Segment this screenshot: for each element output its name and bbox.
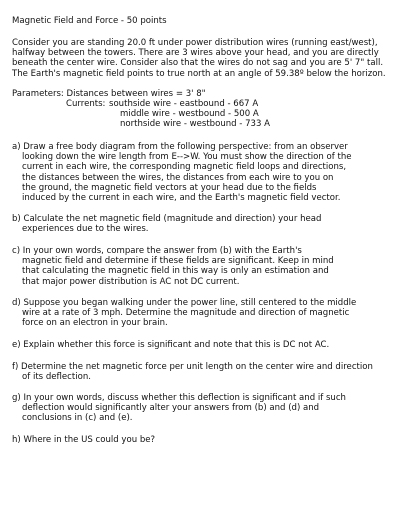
question-line: g) In your own words, discuss whether this deflection is significant and if such [12,393,346,403]
intro-line: beneath the center wire. Consider also that the wires do not sag and you are 5' 7" tall. [12,58,384,69]
question-line: force on an electron in your brain. [22,318,168,329]
question-line: a) Draw a free body diagram from the following perspective: from an observer [12,142,348,152]
question-line: experiences due to the wires. [22,224,149,235]
question-line: h) Where in the US could you be? [12,435,156,445]
problem-intro [12,38,412,79]
question-line: b) Calculate the net magnetic field (magnitude and direction) your head [12,214,322,224]
question-line: f) Determine the net magnetic force per unit length on the center wire and direction [12,362,373,372]
question-line: that calculating the magnetic field in this way is only an estimation and [22,266,329,277]
intro-line: Consider you are standing 20.0 ft under power distribution wires (running east/west), [12,38,378,48]
question-line: looking down the wire length from E-->W. You must show the direction of the [22,152,352,163]
intro-line: halfway between the towers. There are 3 wires above your head, and you are directly [12,48,379,59]
question-line: of its deflection. [22,372,91,383]
intro-line: The Earth's magnetic field points to true north at an angle of 59.38º below the horizon. [12,68,386,79]
question-b [12,214,412,234]
current-southside: southside wire - eastbound - 667 A [109,99,259,109]
question-line: current in each wire, the corresponding magnetic field loops and directions, [22,162,347,173]
question-line: c) In your own words, compare the answer from (b) with the Earth's [12,246,302,256]
currents-label: Currents: [66,99,106,109]
current-northside: northside wire - westbound - 733 A [120,119,270,130]
question-line: magnetic field and determine if these fields are significant. Keep in mind [22,256,334,267]
question-h [12,435,412,445]
question-line: wire at a rate of 3 mph. Determine the magnitude and direction of magnetic [22,308,350,319]
question-line: d) Suppose you began walking under the power line, still centered to the middle [12,298,357,308]
question-line: the ground, the magnetic field vectors at your head due to the fields [22,182,317,193]
question-line: conclusions in (c) and (e). [22,413,133,424]
question-e [12,340,412,350]
question-line: deflection would significantly alter your answers from (b) and (d) and [22,403,320,414]
question-d [12,298,412,329]
current-middle: middle wire - westbound - 500 A [120,109,259,120]
question-line: that major power distribution is AC not DC current. [22,276,240,287]
document-title: Magnetic Field and Force - 50 points [12,16,167,26]
question-line: induced by the current in each wire, and the Earth's magnetic field vector. [22,193,341,204]
question-a [12,142,412,203]
parameters-distances: Parameters: Distances between wires = 3' 8" [12,89,206,99]
question-g [12,393,412,424]
question-f [12,362,412,382]
question-line: e) Explain whether this force is significant and note that this is DC not AC. [12,340,330,350]
question-c [12,246,412,287]
question-line: the distances between the wires, the distances from each wire to you on [22,172,334,183]
